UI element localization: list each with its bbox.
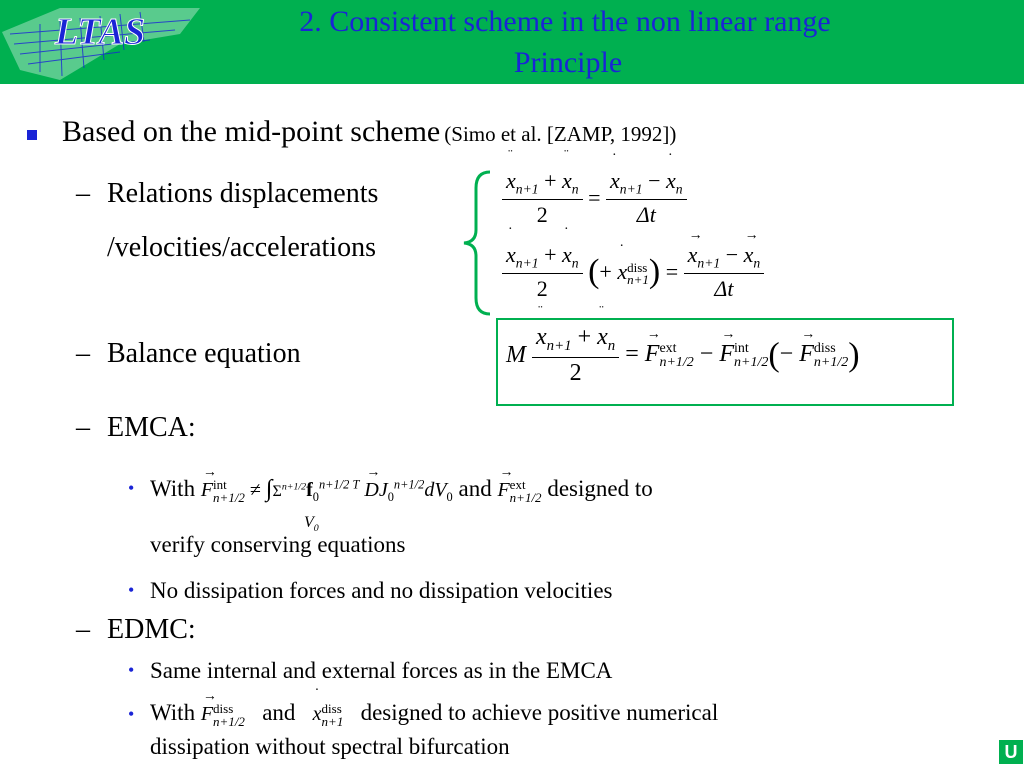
edmc-label: EDMC:: [107, 614, 196, 645]
relations-line1: Relations displacements: [107, 178, 379, 209]
equation-displacement-velocity: · $x_{n+1}$ + · $x_n$ 2 (+ · x diss n+1 ) = → $x_{n+1}$ − → $x_n$ Δt: [502, 242, 764, 302]
integral-domain: $V_0$: [304, 514, 319, 535]
brace-icon: [462, 170, 492, 316]
edmc-item2-suffix: designed to achieve positive numerical: [360, 700, 719, 725]
slide-title: 2. Consistent scheme in the non linear range: [299, 5, 831, 38]
main-bullet: [62, 115, 676, 149]
dash-emca: –: [76, 412, 90, 443]
dash-balance: –: [76, 338, 90, 369]
edmc-item2-line2: dissipation without spectral bifurcation: [150, 734, 510, 759]
main-bullet-text: Based on the mid-point scheme: [62, 115, 441, 148]
equation-balance: M ¨ $x_{n+1}$ + ¨ $x_n$ 2 = → F ext n+1/2 − → F int n+1/2 (− → F diss n+1/2 ): [506, 304, 860, 386]
bullet-dot: •: [128, 478, 135, 498]
emca-item2: No dissipation forces and no dissipation velocities: [150, 578, 613, 603]
logo-lettering: LTAS: [55, 11, 146, 53]
relations-line2: /velocities/accelerations: [107, 232, 376, 263]
emca-item1: With → F int n+1/2 ≠ $\int\Sigma^{n+1/2}f_0^{n+1/2 T}$ → $DJ_0^{n+1/2}dV_0$ and → F ext n+1/2 designed to: [150, 465, 653, 506]
emca-item1-suffix: designed to: [547, 476, 653, 501]
emca-item1-line2: verify conserving equations: [150, 532, 406, 557]
square-bullet-icon: [27, 130, 37, 140]
emca-item1-and: and: [458, 476, 492, 501]
edmc-item2-prefix: With: [150, 700, 196, 725]
emca-label: EMCA:: [107, 412, 196, 443]
u-logo-icon: U: [999, 740, 1023, 764]
slide-subtitle: Principle: [513, 46, 623, 79]
emca-item1-prefix: With: [150, 476, 196, 501]
edmc-item2-and: and: [262, 700, 296, 725]
edmc-item1: Same internal and external forces as in the EMCA: [150, 658, 613, 683]
dash-relations: –: [76, 178, 90, 209]
ltas-logo-icon: [0, 0, 210, 84]
main-bullet-reference: (Simo et al. [ZAMP, 1992]): [444, 122, 677, 146]
bullet-dot: •: [128, 660, 135, 680]
bullet-dot: •: [128, 704, 135, 724]
dash-edmc: –: [76, 614, 90, 645]
bullet-dot: •: [128, 580, 135, 600]
edmc-item2: With → F diss n+1/2 and · x diss n+1 designed to achieve positive numerical: [150, 683, 719, 730]
equation-velocity-acceleration: ¨ $x_{n+1}$ + ¨ $x_n$ 2 = · $x_{n+1}$ − · $x_n$ Δt: [502, 168, 687, 228]
balance-label: Balance equation: [107, 338, 301, 369]
title-bar: [0, 0, 1024, 84]
